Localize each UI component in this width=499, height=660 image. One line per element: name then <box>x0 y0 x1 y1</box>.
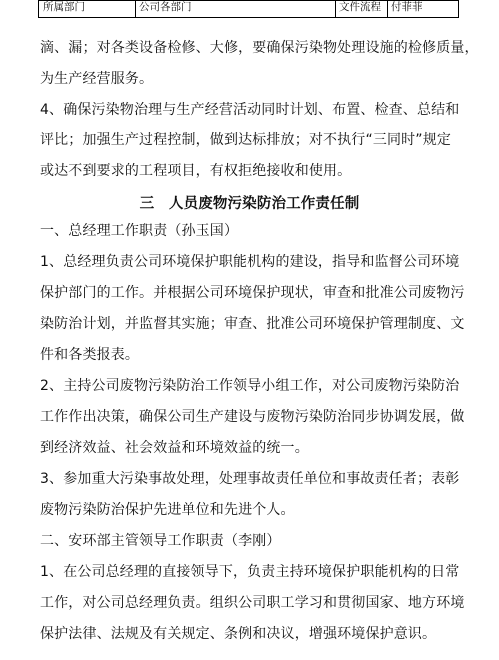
header-cell: 付菲菲 <box>391 1 423 13</box>
body-text-line: 或达不到要求的工程项目，有权拒绝接收和使用。 <box>40 163 352 179</box>
body-text-line: 为生产经营服务。 <box>40 71 154 87</box>
body-text-line: 废物污染防治保护先进单位和先进个人。 <box>40 502 295 518</box>
body-text-line: 件和各类报表。 <box>40 347 140 363</box>
paragraph-line: 2、主持公司废物污染防治工作领导小组工作，对公司废物污染防治 <box>40 378 460 394</box>
body-text-line: 滴、漏；对各类设备检修、大修，要确保污染物处理设施的检修质量， <box>40 40 479 56</box>
body-text-line: 保护法律、法规及有关规定、条例和决议，增强环境保护意识。 <box>40 626 437 642</box>
body-text-line: 保护部门的工作。并根据公司环境保护现状，审查和批准公司废物污 <box>40 285 465 301</box>
header-cell: 公司各部门 <box>139 1 192 13</box>
body-text-line: 染防治计划，并监督其实施；审查、批准公司环境保护管理制度、文 <box>40 316 465 332</box>
paragraph-line: 1、在公司总经理的直接领导下，负责主持环境保护职能机构的日常 <box>40 564 460 580</box>
header-cell: 所属部门 <box>43 1 85 13</box>
header-table <box>38 0 459 18</box>
body-text-line: 工作，对公司总经理负责。组织公司职工学习和贯彻国家、地方环境 <box>40 595 465 611</box>
paragraph-line: 3、参加重大污染事故处理，处理事故责任单位和事故责任者；表彰 <box>40 471 460 487</box>
paragraph-line: 4、确保污染物治理与生产经营活动同时计划、布置、检查、总结和 <box>40 102 460 118</box>
body-text-line: 到经济效益、社会效益和环境效益的统一。 <box>40 440 309 456</box>
header-row <box>39 1 458 13</box>
header-cell: 文件流程 <box>339 1 381 13</box>
body-text-line: 评比；加强生产过程控制，做到达标排放；对不执行“三同时”规定 <box>40 132 452 148</box>
paragraph-line: 1、总经理负责公司环境保护职能机构的建设，指导和监督公司环境 <box>40 254 460 270</box>
subsection-heading: 一、总经理工作职责（孙玉国） <box>40 223 239 239</box>
body-text-line: 工作作出决策，确保公司生产建设与废物污染防治同步协调发展，做 <box>40 409 465 425</box>
section-title: 三 人员废物污染防治工作责任制 <box>139 196 360 212</box>
subsection-heading: 二、安环部主管领导工作职责（李刚） <box>40 533 281 549</box>
